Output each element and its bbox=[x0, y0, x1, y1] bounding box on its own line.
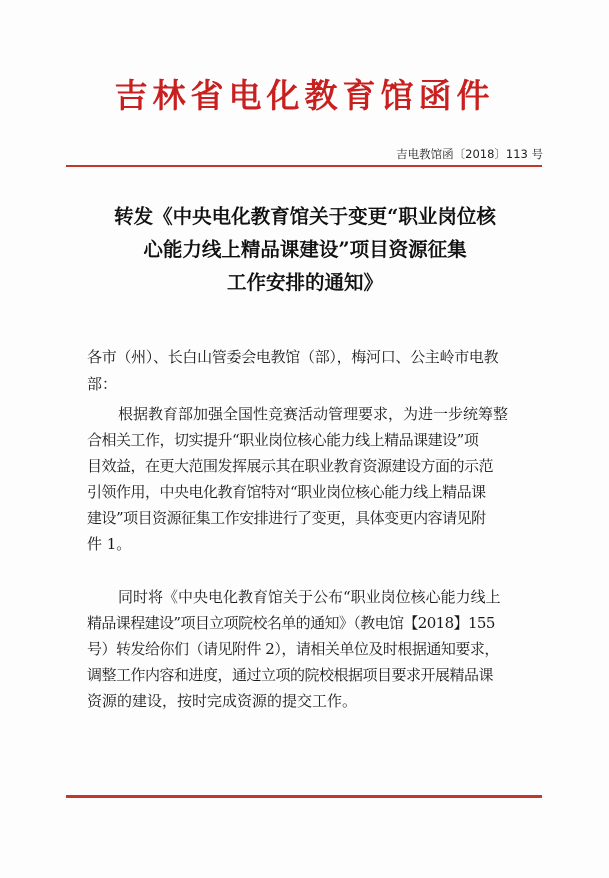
paragraph-line: 件 1。 bbox=[87, 535, 132, 553]
paragraph-line: 调整工作内容和进度，通过立项的院校根据项目要求开展精品课 bbox=[87, 666, 494, 684]
title-line: 转发《中央电化教育馆关于变更“职业岗位核 bbox=[114, 205, 496, 228]
document-title bbox=[70, 200, 540, 299]
body-paragraph-2 bbox=[87, 584, 527, 714]
addressee-line: 各市（州）、长白山管委会电教馆（部），梅河口、公主岭市电教 bbox=[87, 348, 499, 366]
addressee-line: 部： bbox=[87, 375, 118, 393]
title-line: 心能力线上精品课建设”项目资源征集 bbox=[143, 238, 467, 261]
paragraph-line: 建设”项目资源征集工作安排进行了变更，具体变更内容请见附 bbox=[87, 509, 486, 527]
title-line: 工作安排的通知》 bbox=[226, 271, 383, 294]
paragraph-line: 合相关工作，切实提升“职业岗位核心能力线上精品课建设”项 bbox=[87, 431, 479, 449]
body-paragraph-1 bbox=[87, 401, 527, 557]
paragraph-line: 根据教育部加强全国性竞赛活动管理要求，为进一步统筹整 bbox=[118, 405, 509, 423]
document-number: 吉电教馆函〔2018〕113 号 bbox=[396, 147, 543, 161]
paragraph-line: 目效益，在更大范围发挥展示其在职业教育资源建设方面的示范 bbox=[87, 457, 494, 475]
paragraph-line: 号）转发给你们（请见附件 2），请相关单位及时根据通知要求， bbox=[87, 640, 499, 658]
paragraph-line: 同时将《中央电化教育馆关于公布“职业岗位核心能力线上 bbox=[118, 588, 501, 606]
paragraph-line: 引领作用，中央电化教育馆特对“职业岗位核心能力线上精品课 bbox=[87, 483, 486, 501]
footer-divider bbox=[66, 795, 542, 798]
masthead-title: 吉林省电化教育馆函件 bbox=[114, 76, 495, 115]
header-divider bbox=[66, 165, 542, 167]
paragraph-line: 精品课程建设”项目立项院校名单的通知》（教电馆【2018】155 bbox=[87, 614, 495, 632]
paragraph-line: 资源的建设，按时完成资源的提交工作。 bbox=[87, 692, 358, 710]
addressee bbox=[87, 344, 527, 398]
